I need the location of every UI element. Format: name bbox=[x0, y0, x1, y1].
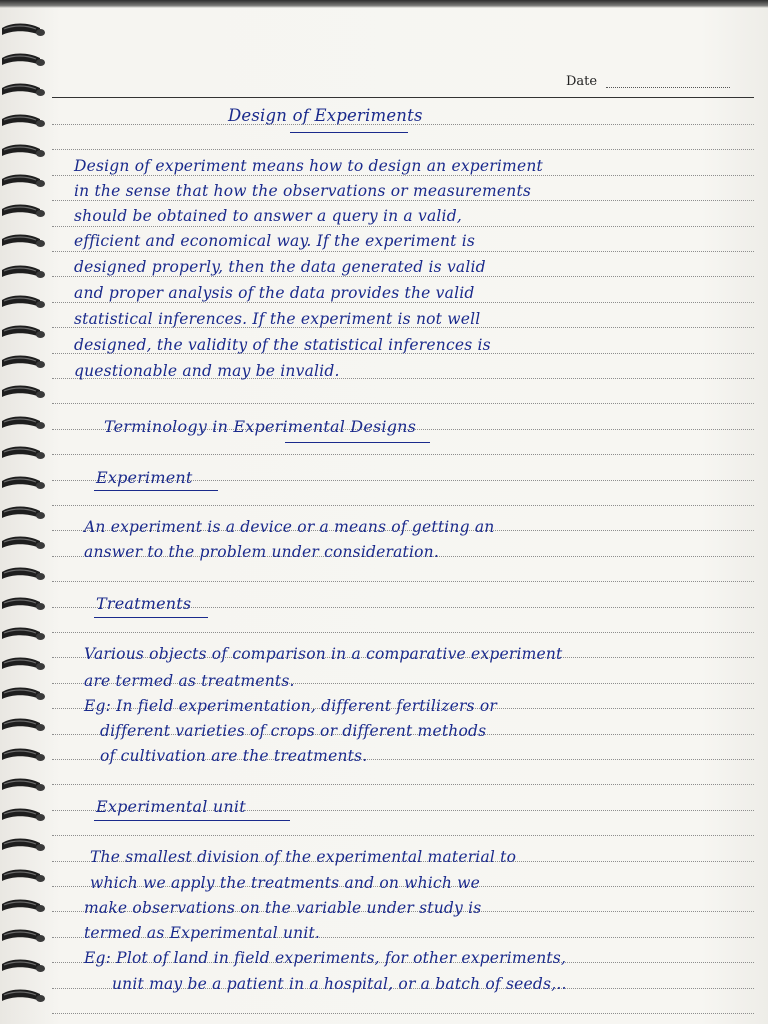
punch-hole bbox=[36, 693, 45, 700]
punch-hole bbox=[36, 301, 45, 308]
experiment-heading: Experiment bbox=[96, 468, 193, 487]
punch-hole bbox=[36, 542, 45, 549]
punch-hole bbox=[36, 422, 45, 429]
punch-hole bbox=[36, 965, 45, 972]
date-label: Date bbox=[566, 74, 598, 89]
punch-hole bbox=[36, 995, 45, 1002]
punch-hole bbox=[36, 361, 45, 368]
experiment-line: An experiment is a device or a means of getting an bbox=[84, 518, 495, 536]
punch-hole bbox=[36, 905, 45, 912]
punch-hole bbox=[36, 29, 45, 36]
experimental-unit-heading: Experimental unit bbox=[96, 797, 246, 816]
ruled-line bbox=[52, 302, 754, 303]
punch-hole bbox=[36, 784, 45, 791]
punch-hole bbox=[36, 120, 45, 127]
experimental-unit-heading-underline bbox=[94, 820, 290, 821]
punch-hole bbox=[36, 89, 45, 96]
treatments-line: Various objects of comparison in a comparative experiment bbox=[84, 645, 563, 663]
ruled-line bbox=[52, 226, 754, 227]
punch-hole bbox=[36, 271, 45, 278]
punch-hole bbox=[36, 59, 45, 66]
punch-hole bbox=[36, 391, 45, 398]
ruled-line bbox=[52, 251, 754, 252]
ruled-line bbox=[52, 276, 754, 277]
punch-hole bbox=[36, 452, 45, 459]
punch-hole bbox=[36, 633, 45, 640]
experiment-line: answer to the problem under consideration. bbox=[84, 543, 439, 561]
page-title: Design of Experiments bbox=[228, 106, 423, 125]
ruled-line bbox=[52, 200, 754, 201]
ruled-line bbox=[52, 632, 754, 633]
intro-line: designed, the validity of the statistical inferences is bbox=[74, 336, 491, 354]
experimental-unit-line: make observations on the variable under study is bbox=[84, 899, 482, 917]
punch-hole bbox=[36, 663, 45, 670]
experimental-unit-line: which we apply the treatments and on which we bbox=[90, 874, 480, 892]
header-rule bbox=[52, 97, 754, 98]
ruled-line bbox=[52, 581, 754, 582]
punch-hole bbox=[36, 150, 45, 157]
intro-line: should be obtained to answer a query in a valid, bbox=[74, 207, 462, 225]
punch-hole bbox=[36, 240, 45, 247]
punch-hole bbox=[36, 935, 45, 942]
treatments-line: of cultivation are the treatments. bbox=[100, 747, 368, 765]
punch-hole bbox=[36, 724, 45, 731]
ruled-line bbox=[52, 1013, 754, 1014]
experimental-unit-line: unit may be a patient in a hospital, or a batch of seeds,.. bbox=[112, 975, 567, 993]
experiment-heading-underline bbox=[94, 490, 218, 491]
ruled-line bbox=[52, 403, 754, 404]
punch-hole bbox=[36, 814, 45, 821]
punch-hole bbox=[36, 180, 45, 187]
intro-line: designed properly, then the data generated is valid bbox=[74, 258, 486, 276]
punch-hole bbox=[36, 844, 45, 851]
ruled-line bbox=[52, 149, 754, 150]
date-field-line bbox=[606, 87, 730, 88]
experimental-unit-line: The smallest division of the experimental material to bbox=[90, 848, 517, 866]
spiral-binding bbox=[0, 0, 48, 1024]
treatments-heading-underline bbox=[94, 617, 208, 618]
ruled-line bbox=[52, 505, 754, 506]
punch-hole bbox=[36, 512, 45, 519]
punch-hole bbox=[36, 482, 45, 489]
punch-hole bbox=[36, 875, 45, 882]
ruled-line bbox=[52, 784, 754, 785]
ruled-line bbox=[52, 835, 754, 836]
intro-line: efficient and economical way. If the experiment is bbox=[74, 232, 476, 250]
experimental-unit-line: Eg: Plot of land in field experiments, for other experiments, bbox=[84, 949, 567, 967]
punch-hole bbox=[36, 210, 45, 217]
intro-line: in the sense that how the observations or measurements bbox=[74, 182, 532, 200]
punch-hole bbox=[36, 573, 45, 580]
treatments-line: different varieties of crops or different methods bbox=[100, 722, 487, 740]
punch-hole bbox=[36, 331, 45, 338]
treatments-heading: Treatments bbox=[96, 594, 192, 613]
punch-hole bbox=[36, 603, 45, 610]
title-underline bbox=[290, 132, 408, 133]
intro-line: and proper analysis of the data provides the valid bbox=[74, 284, 475, 302]
intro-line: statistical inferences. If the experiment is not well bbox=[74, 310, 481, 328]
intro-line: questionable and may be invalid. bbox=[74, 362, 340, 380]
treatments-line: are termed as treatments. bbox=[84, 672, 295, 690]
ruled-line bbox=[52, 454, 754, 455]
ruled-line bbox=[52, 175, 754, 176]
treatments-line: Eg: In field experimentation, different fertilizers or bbox=[84, 697, 497, 715]
experimental-unit-line: termed as Experimental unit. bbox=[84, 924, 321, 942]
punch-hole bbox=[36, 754, 45, 761]
page-top-shadow bbox=[0, 0, 768, 8]
section-heading-underline bbox=[285, 442, 430, 443]
intro-line: Design of experiment means how to design an experiment bbox=[74, 157, 543, 175]
section-heading: Terminology in Experimental Designs bbox=[104, 417, 417, 436]
